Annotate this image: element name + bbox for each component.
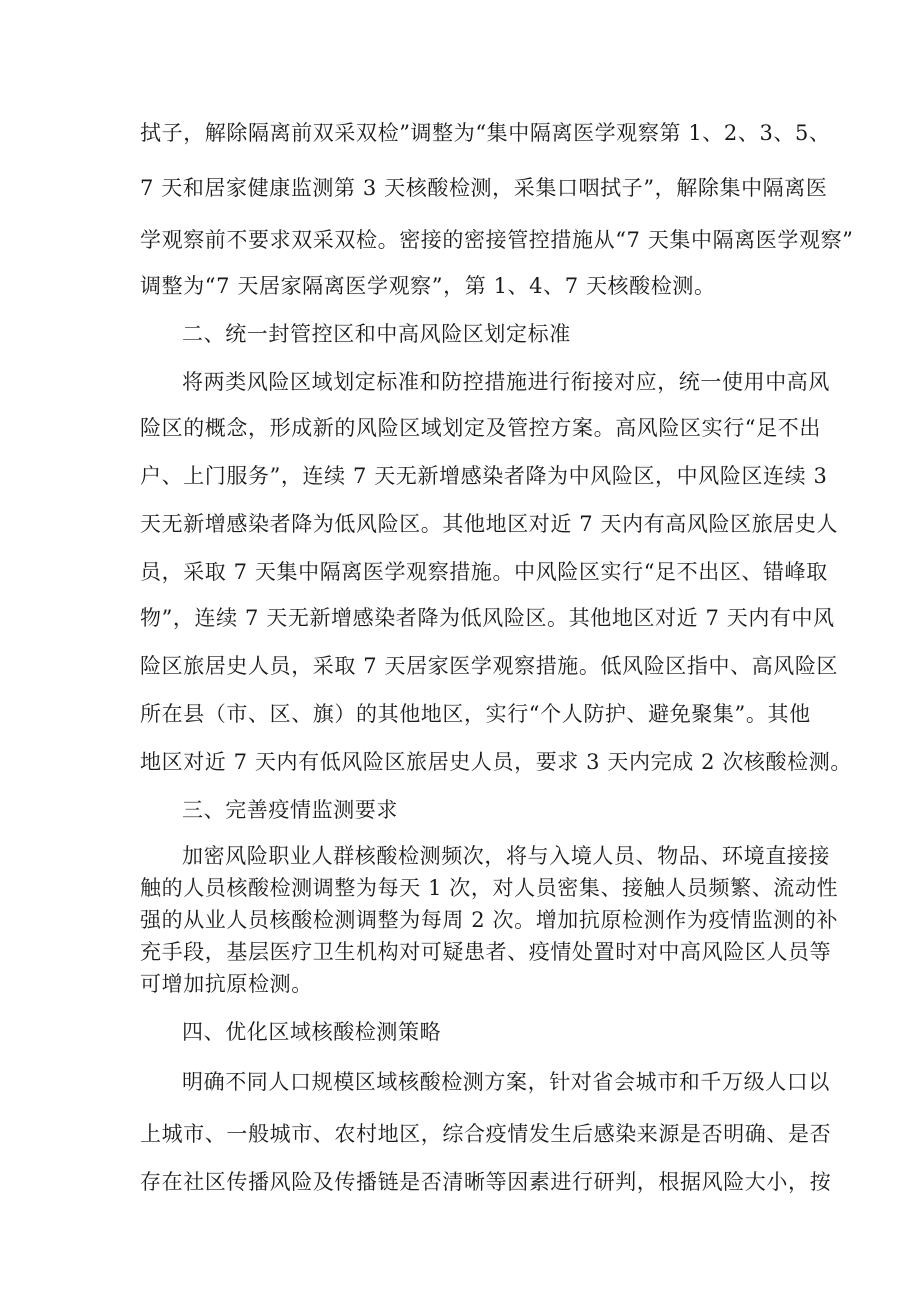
paragraph-4-line-1: 明确不同人口规模区域核酸检测方案，针对省会城市和千万级人口以 <box>182 1070 830 1094</box>
paragraph-2-line-8: 所在县（市、区、旗）的其他地区，实行“个人防护、避免聚集”。其他 <box>140 702 811 726</box>
paragraph-4-line-3: 存在社区传播风险及传播链是否清晰等因素进行研判，根据风险大小，按 <box>140 1170 832 1194</box>
paragraph-1-line-2: 7 天和居家健康监测第 3 天核酸检测，采集口咽拭子”，解除集中隔离医 <box>140 176 828 200</box>
paragraph-1-line-1: 拭子，解除隔离前双采双检”调整为“集中隔离医学观察第 1、2、3、5、 <box>140 121 831 145</box>
paragraph-3-line-5: 可增加抗原检测。 <box>140 972 313 996</box>
paragraph-2-line-7: 险区旅居史人员，采取 7 天居家医学观察措施。低风险区指中、高风险区 <box>140 654 839 678</box>
paragraph-2-line-4: 天无新增感染者降为低风险区。其他地区对近 7 天内有高风险区旅居史人 <box>140 512 839 536</box>
paragraph-3-line-2: 触的人员核酸检测调整为每天 1 次，对人员密集、接触人员频繁、流动性 <box>140 876 839 900</box>
paragraph-2-line-3: 户、上门服务”，连续 7 天无新增感染者降为中风险区，中风险区连续 3 <box>140 464 828 488</box>
paragraph-2-line-5: 员，采取 7 天集中隔离医学观察措施。中风险区实行“足不出区、错峰取 <box>140 560 828 584</box>
section-3-heading: 三、完善疫情监测要求 <box>182 798 398 822</box>
paragraph-2-line-1: 将两类风险区域划定标准和防控措施进行衔接对应，统一使用中高风 <box>182 370 830 394</box>
section-2-heading: 二、统一封管控区和中高风险区划定标准 <box>182 322 571 346</box>
paragraph-2-line-6: 物”，连续 7 天无新增感染者降为低风险区。其他地区对近 7 天内有中风 <box>140 606 835 630</box>
paragraph-2-line-9: 地区对近 7 天内有低风险区旅居史人员，要求 3 天内完成 2 次核酸检测。 <box>140 750 852 774</box>
paragraph-3-line-4: 充手段，基层医疗卫生机构对可疑患者、疫情处置时对中高风险区人员等 <box>140 940 832 964</box>
paragraph-2-line-2: 险区的概念，形成新的风险区域划定及管控方案。高风险区实行“足不出 <box>140 416 821 440</box>
paragraph-1-line-3: 学观察前不要求双采双检。密接的密接管控措施从“7 天集中隔离医学观察” <box>140 228 854 252</box>
paragraph-1-line-4: 调整为“7 天居家隔离医学观察”，第 1、4、7 天核酸检测。 <box>140 274 716 298</box>
section-4-heading: 四、优化区域核酸检测策略 <box>182 1020 442 1044</box>
paragraph-3-line-1: 加密风险职业人群核酸检测频次，将与入境人员、物品、环境直接接 <box>182 844 830 868</box>
paragraph-3-line-3: 强的从业人员核酸检测调整为每周 2 次。增加抗原检测作为疫情监测的补 <box>140 908 839 932</box>
paragraph-4-line-2: 上城市、一般城市、农村地区，综合疫情发生后感染来源是否明确、是否 <box>140 1122 832 1146</box>
